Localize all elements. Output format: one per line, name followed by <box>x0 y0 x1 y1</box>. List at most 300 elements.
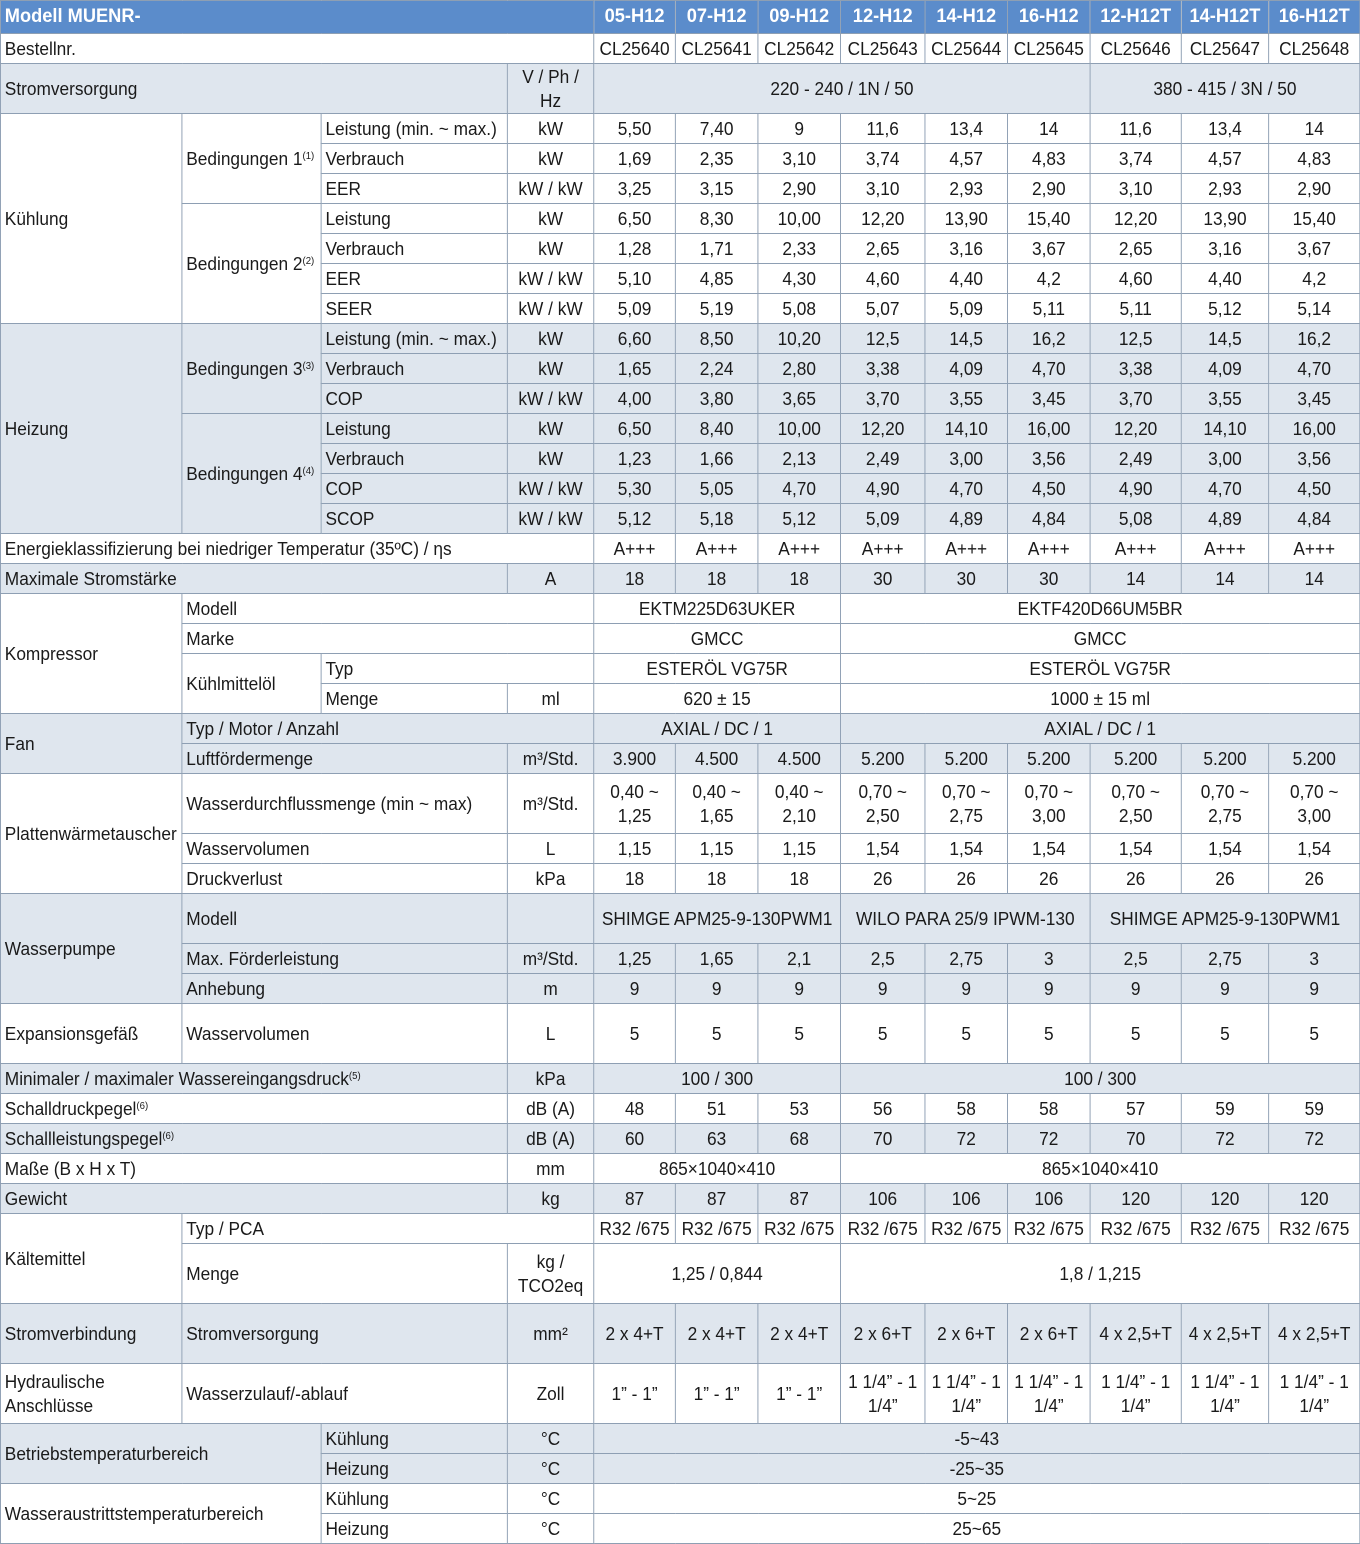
unit-cell <box>507 744 593 774</box>
value-cell <box>594 234 676 264</box>
value-cell <box>675 864 758 894</box>
value-cell-text: 4 x 2,5+T <box>1188 1323 1262 1344</box>
param-label-text: Heizung <box>325 1518 389 1539</box>
value-cell-text: 120 <box>1121 1188 1151 1209</box>
model-header-text: 09-H12 <box>769 6 830 27</box>
value-cell <box>1269 114 1360 144</box>
value-cell-text: 14 <box>1039 118 1059 139</box>
value-cell <box>840 114 924 144</box>
value-cell-text: A+++ <box>1293 538 1336 559</box>
value-cell-text: 18 <box>707 568 727 589</box>
value-cell-text: 4,40 <box>949 268 984 289</box>
model-header-text: 12-H12T <box>1100 6 1172 27</box>
param-label <box>321 324 507 354</box>
value-cell-text: 106 <box>951 1188 981 1209</box>
value-cell-text: 1,54 <box>865 838 900 859</box>
value-cell-text: 5,12 <box>782 508 817 529</box>
unit-cell-text: m³/Std. <box>522 748 579 769</box>
value-cell-text: 11,6 <box>1119 118 1152 139</box>
unit-cell <box>507 974 593 1004</box>
group-label-text: Wasserpumpe <box>4 938 116 959</box>
value-cell <box>1008 504 1091 534</box>
value-cell <box>1269 1094 1360 1124</box>
value-cell <box>1090 944 1181 974</box>
value-cell <box>1008 744 1091 774</box>
value-cell-text: 1” - 1” <box>776 1383 823 1404</box>
value-cell-text: 6,50 <box>617 418 652 439</box>
value-cell <box>1269 974 1360 1004</box>
param-label <box>321 1424 507 1454</box>
value-cell-text: ESTERÖL VG75R <box>646 658 788 679</box>
value-cell <box>840 714 1359 744</box>
value-cell-text: 26 <box>873 868 893 889</box>
value-cell <box>675 774 758 834</box>
value-cell <box>758 534 841 564</box>
value-cell-text: 13,4 <box>1208 118 1242 139</box>
kuehlung-row <box>0 204 1359 234</box>
unit-cell <box>507 1514 593 1544</box>
value-cell-text: CL25648 <box>1279 38 1350 59</box>
value-cell-text: R32 /675 <box>599 1218 670 1239</box>
unit-cell <box>507 204 593 234</box>
value-cell-text: 16,2 <box>1031 328 1066 349</box>
value-cell <box>1090 144 1181 174</box>
value-cell-text: 4,90 <box>865 478 900 499</box>
value-cell <box>594 264 676 294</box>
unit-cell-text: kW / kW <box>518 388 583 409</box>
value-cell <box>1269 324 1360 354</box>
value-cell-text: WILO PARA 25/9 IPWM-130 <box>855 908 1075 929</box>
value-cell-text: 2,5 <box>1123 948 1148 969</box>
param-label-text: EER <box>325 178 361 199</box>
hydraulik-row <box>0 1364 1359 1424</box>
masse-row <box>0 1154 1359 1184</box>
value-cell <box>675 944 758 974</box>
value-cell-text: 53 <box>789 1098 809 1119</box>
value-cell <box>758 354 841 384</box>
row-label-text: Bestellnr. <box>4 38 76 59</box>
unit-cell <box>507 1124 593 1154</box>
platten-row <box>0 834 1359 864</box>
value-cell <box>594 594 841 624</box>
value-cell <box>675 444 758 474</box>
model-header <box>840 1 924 34</box>
value-cell <box>925 1004 1008 1064</box>
value-cell-text: 0,40 ~ 1,65 <box>692 781 741 826</box>
maxstrom-row <box>0 564 1359 594</box>
model-header <box>758 1 841 34</box>
value-cell <box>925 114 1008 144</box>
platten-row <box>0 864 1359 894</box>
value-cell <box>758 834 841 864</box>
unit-cell-text: Zoll <box>536 1383 565 1404</box>
value-cell-text: 58 <box>1039 1098 1059 1119</box>
unit-cell <box>507 384 593 414</box>
group-label <box>0 1004 181 1064</box>
value-cell <box>1090 974 1181 1004</box>
param-label <box>321 1454 507 1484</box>
param-label <box>321 174 507 204</box>
value-cell-text: 4,89 <box>1208 508 1242 529</box>
value-cell <box>840 264 924 294</box>
unit-cell <box>507 64 593 114</box>
expansion-row <box>0 1004 1359 1064</box>
value-cell-text: 72 <box>1304 1128 1324 1149</box>
value-cell-text: 3,25 <box>617 178 652 199</box>
unit-cell-text: °C <box>540 1518 561 1539</box>
param-label-text: Typ / PCA <box>186 1218 265 1239</box>
value-cell-text: 26 <box>956 868 976 889</box>
value-cell-text: 4 x 2,5+T <box>1277 1323 1351 1344</box>
value-cell <box>925 864 1008 894</box>
value-cell <box>1181 264 1268 294</box>
param-label-text: Typ / Motor / Anzahl <box>186 718 339 739</box>
value-cell <box>1090 204 1181 234</box>
value-cell-text: 5.200 <box>861 748 905 769</box>
value-cell <box>1181 1184 1268 1214</box>
value-cell-text: 3,67 <box>1031 238 1066 259</box>
row-label <box>0 1124 507 1154</box>
value-cell-text: 5 <box>629 1023 640 1044</box>
param-label-text: Luftfördermenge <box>186 748 314 769</box>
value-cell-text: 5,11 <box>1032 298 1065 319</box>
unit-cell <box>507 1364 593 1424</box>
param-label-text: Wasserdurchflussmenge (min ~ max) <box>186 793 473 814</box>
group-label <box>0 594 181 714</box>
value-cell <box>925 354 1008 384</box>
value-cell <box>758 414 841 444</box>
value-cell <box>594 774 676 834</box>
unit-cell-text: L <box>545 838 556 859</box>
param-label <box>182 974 507 1004</box>
value-cell <box>840 894 1090 944</box>
unit-cell-text: kW <box>538 118 564 139</box>
value-cell-text: 120 <box>1299 1188 1329 1209</box>
value-cell-text: 3,10 <box>782 148 817 169</box>
value-cell-text: 2,1 <box>787 948 812 969</box>
value-cell-text: 14 <box>1126 568 1146 589</box>
value-cell <box>925 504 1008 534</box>
row-label-text: Energieklassifizierung bei niedriger Temperatur (35ºC) / ηs <box>4 538 452 559</box>
value-cell <box>594 1064 841 1094</box>
value-cell-text: 2,5 <box>870 948 895 969</box>
unit-cell <box>507 1154 593 1184</box>
value-cell <box>758 1184 841 1214</box>
value-cell-text: 4,70 <box>782 478 817 499</box>
unit-cell-text: ml <box>541 688 560 709</box>
value-cell-text: 72 <box>1215 1128 1235 1149</box>
value-cell-text: 865×1040×410 <box>658 1158 776 1179</box>
unit-cell <box>507 1424 593 1454</box>
value-cell <box>840 654 1359 684</box>
value-cell-text: 2,24 <box>699 358 734 379</box>
value-cell <box>1090 1364 1181 1424</box>
value-cell <box>840 1094 924 1124</box>
group-label <box>0 1424 321 1484</box>
value-cell <box>1181 1094 1268 1124</box>
value-cell <box>1181 534 1268 564</box>
value-cell <box>1181 744 1268 774</box>
unit-cell <box>507 414 593 444</box>
value-cell-text: 4,00 <box>617 388 652 409</box>
value-cell-text: 18 <box>789 868 809 889</box>
unit-cell-text: kg / TCO2eq <box>517 1251 584 1296</box>
value-cell-text: 1,15 <box>782 838 817 859</box>
value-cell <box>675 1004 758 1064</box>
value-cell-text: 3,45 <box>1297 388 1332 409</box>
value-cell-text: R32 /675 <box>931 1218 1002 1239</box>
value-cell <box>1008 294 1091 324</box>
value-cell <box>1090 474 1181 504</box>
value-cell-text: GMCC <box>690 628 744 649</box>
unit-cell <box>507 774 593 834</box>
unit-cell-text: kW / kW <box>518 508 583 529</box>
value-cell <box>1181 564 1268 594</box>
value-cell <box>1269 264 1360 294</box>
value-cell <box>594 684 841 714</box>
value-cell <box>925 1214 1008 1244</box>
param-label <box>321 444 507 474</box>
kaelte-row <box>0 1214 1359 1244</box>
value-cell <box>1008 204 1091 234</box>
value-cell-text: 3,10 <box>1118 178 1153 199</box>
value-cell <box>1090 1184 1181 1214</box>
value-cell-text: 4,90 <box>1118 478 1153 499</box>
value-cell-text: 18 <box>624 868 645 889</box>
value-cell-text: 2 x 6+T <box>1019 1323 1078 1344</box>
value-cell-text: ESTERÖL VG75R <box>1029 658 1171 679</box>
value-cell <box>758 264 841 294</box>
value-cell <box>758 144 841 174</box>
value-cell <box>1181 504 1268 534</box>
value-cell <box>594 1304 676 1364</box>
value-cell <box>675 294 758 324</box>
value-cell <box>1181 774 1268 834</box>
value-cell-text: CL25640 <box>599 38 670 59</box>
value-cell-text: 15,40 <box>1292 208 1336 229</box>
value-cell <box>1181 414 1268 444</box>
param-label-text: Modell <box>186 908 238 929</box>
value-cell <box>1269 174 1360 204</box>
value-cell-text: 4,40 <box>1208 268 1242 289</box>
value-cell <box>840 234 924 264</box>
value-cell <box>1181 864 1268 894</box>
value-cell-text: 12,5 <box>1118 328 1153 349</box>
value-cell-text: 1 1/4” - 1 1/4” <box>848 1371 918 1416</box>
value-cell-text: 2,90 <box>782 178 817 199</box>
value-cell-text: 0,70 ~ 2,50 <box>1111 781 1160 826</box>
value-cell-text: 1,65 <box>617 358 652 379</box>
schallleistung-row <box>0 1124 1359 1154</box>
value-cell <box>758 774 841 834</box>
unit-cell-text: kW <box>538 238 564 259</box>
value-cell-text: 1,54 <box>949 838 984 859</box>
value-cell <box>840 534 924 564</box>
fan-row <box>0 744 1359 774</box>
unit-cell-text: kW <box>538 358 564 379</box>
value-cell-text: 100 / 300 <box>1064 1068 1137 1089</box>
value-cell <box>1008 1004 1091 1064</box>
row-label-text: Schallleistungspegel <box>4 1128 163 1149</box>
value-cell <box>840 1184 924 1214</box>
value-cell <box>758 384 841 414</box>
unit-cell <box>507 174 593 204</box>
value-cell <box>1090 384 1181 414</box>
value-cell <box>758 234 841 264</box>
value-cell-text: 3,16 <box>1208 238 1242 259</box>
value-cell-text: 18 <box>707 868 727 889</box>
group-label-text: Kühlung <box>4 208 69 229</box>
param-label-text: Stromversorgung <box>186 1323 319 1344</box>
value-cell-text: 30 <box>956 568 976 589</box>
param-label <box>182 1244 507 1304</box>
value-cell <box>1181 834 1268 864</box>
value-cell-text: 4,70 <box>1031 358 1066 379</box>
value-cell-text: 5,09 <box>617 298 652 319</box>
heizung-row <box>0 324 1359 354</box>
value-cell <box>840 564 924 594</box>
value-cell-text: 3,74 <box>1118 148 1153 169</box>
value-cell <box>1008 354 1091 384</box>
value-cell-text: 12,20 <box>861 418 905 439</box>
eingangsdruck-row <box>0 1064 1359 1094</box>
value-cell <box>594 1004 676 1064</box>
value-cell-text: 380 - 415 / 3N / 50 <box>1153 78 1297 99</box>
value-cell <box>1181 1214 1268 1244</box>
value-cell <box>1090 264 1181 294</box>
value-cell <box>1090 864 1181 894</box>
kuehlung-row <box>0 114 1359 144</box>
unit-cell <box>507 444 593 474</box>
footnote-ref: (6) <box>162 1130 175 1142</box>
unit-cell-text: m <box>543 978 558 999</box>
value-cell-text: -25~35 <box>949 1458 1004 1479</box>
value-cell-text: 1 1/4” - 1 1/4” <box>1279 1371 1349 1416</box>
value-cell <box>925 1094 1008 1124</box>
value-cell-text: 5,07 <box>865 298 900 319</box>
energie-row <box>0 534 1359 564</box>
unit-cell-text: V / Ph / Hz <box>522 66 579 111</box>
value-cell-text: 10,00 <box>777 418 821 439</box>
param-label <box>182 654 321 714</box>
param-label <box>182 1214 594 1244</box>
value-cell-text: 4,2 <box>1036 268 1061 289</box>
unit-cell-text: m³/Std. <box>522 793 579 814</box>
value-cell <box>925 1124 1008 1154</box>
value-cell <box>594 504 676 534</box>
value-cell <box>1181 1124 1268 1154</box>
value-cell-text: 5.200 <box>1114 748 1158 769</box>
value-cell <box>1269 34 1360 64</box>
group-label-text: Stromverbindung <box>4 1323 137 1344</box>
value-cell-text: 26 <box>1126 868 1146 889</box>
value-cell-text: 16,00 <box>1292 418 1336 439</box>
value-cell <box>1269 774 1360 834</box>
value-cell-text: 0,70 ~ 2,75 <box>1200 781 1250 826</box>
value-cell <box>594 1184 676 1214</box>
unit-cell <box>507 114 593 144</box>
value-cell-text: 9 <box>961 978 972 999</box>
value-cell-text: 9 <box>1130 978 1141 999</box>
value-cell <box>840 474 924 504</box>
value-cell <box>675 384 758 414</box>
param-label-text: Verbrauch <box>325 148 405 169</box>
row-label <box>0 34 593 64</box>
value-cell <box>840 414 924 444</box>
condition-label <box>182 114 321 204</box>
model-header <box>1269 1 1360 34</box>
value-cell <box>675 1094 758 1124</box>
value-cell <box>1090 834 1181 864</box>
value-cell-text: 3,56 <box>1031 448 1066 469</box>
value-cell-text: 3,15 <box>699 178 734 199</box>
param-label-text: Menge <box>186 1263 240 1284</box>
value-cell-text: 5,09 <box>865 508 900 529</box>
param-label-text: Kühlung <box>325 1488 389 1509</box>
condition-label-text: Bedingungen 3 <box>186 358 303 379</box>
value-cell <box>594 1214 676 1244</box>
value-cell-text: 4.500 <box>777 748 821 769</box>
value-cell <box>925 774 1008 834</box>
value-cell <box>1008 564 1091 594</box>
value-cell-text: 70 <box>873 1128 893 1149</box>
value-cell-text: 72 <box>956 1128 976 1149</box>
value-cell <box>840 624 1359 654</box>
value-cell-text: 4,89 <box>949 508 984 529</box>
value-cell-text: 2,75 <box>949 948 984 969</box>
value-cell-text: 3,74 <box>865 148 900 169</box>
value-cell <box>925 204 1008 234</box>
value-cell-text: CL25647 <box>1189 38 1261 59</box>
value-cell <box>594 384 676 414</box>
model-header <box>675 1 758 34</box>
value-cell <box>758 1304 841 1364</box>
row-label-text: Schalldruckpegel <box>4 1098 137 1119</box>
value-cell <box>758 294 841 324</box>
value-cell <box>840 1004 924 1064</box>
value-cell <box>840 174 924 204</box>
param-label <box>182 1004 507 1064</box>
value-cell <box>925 1184 1008 1214</box>
value-cell-text: 1,65 <box>699 948 734 969</box>
value-cell-text: 7,40 <box>699 118 734 139</box>
param-label <box>321 684 507 714</box>
value-cell-text: 13,90 <box>944 208 988 229</box>
value-cell-text: 4,60 <box>1118 268 1153 289</box>
value-cell <box>594 1364 676 1424</box>
value-cell-text: 56 <box>873 1098 893 1119</box>
unit-cell-text: kW <box>538 148 564 169</box>
unit-cell <box>507 564 593 594</box>
value-cell <box>1269 564 1360 594</box>
value-cell-text: R32 /675 <box>1279 1218 1350 1239</box>
value-cell <box>1181 324 1268 354</box>
value-cell-text: 3,70 <box>1118 388 1153 409</box>
value-cell <box>1090 1214 1181 1244</box>
param-label-text: Verbrauch <box>325 358 405 379</box>
model-header <box>1008 1 1091 34</box>
group-label <box>0 774 181 894</box>
unit-cell-text: kPa <box>535 868 566 889</box>
value-cell <box>594 474 676 504</box>
value-cell-text: 9 <box>1220 978 1230 999</box>
stromversorgung-row <box>0 64 1359 114</box>
value-cell <box>594 654 841 684</box>
value-cell-text: 5,12 <box>1208 298 1242 319</box>
group-label-text: Fan <box>4 733 35 754</box>
group-label-text: Betriebstemperaturbereich <box>4 1443 209 1464</box>
value-cell-text: 2 x 4+T <box>687 1323 746 1344</box>
